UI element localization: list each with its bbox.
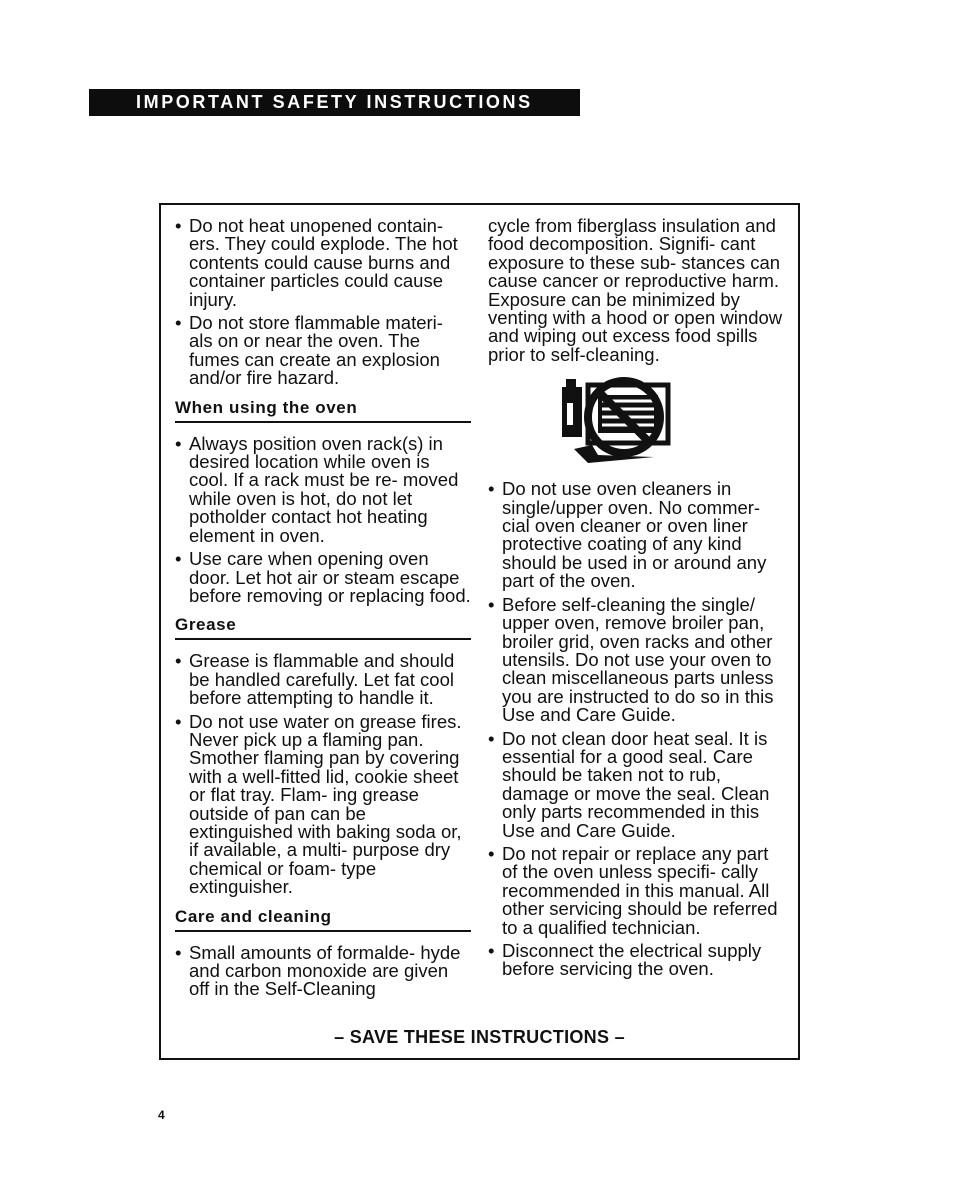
right-column — [488, 217, 788, 984]
no-oven-cleaner-icon — [558, 377, 676, 465]
header-title: IMPORTANT SAFETY INSTRUCTIONS — [136, 92, 533, 112]
continued-paragraph: cycle from fiberglass insulation and food decomposition. Signifi- cant exposure to these sub- stances can cause cancer or reproductive harm. Exposure can be minimized by venting with a hood or open window and wiping out excess food spills prior to self-cleaning. — [488, 215, 783, 365]
when-using-oven-list — [175, 432, 471, 606]
grease-list — [175, 652, 471, 896]
list-item: • Before self-cleaning the single/ upper oven, remove broiler pan, broiler grid, oven racks and other utensils. Do not use your oven to clean miscellaneous parts unless you are instructed to do so in this Use and Care Guide. — [488, 596, 788, 725]
section-heading-care-and-cleaning: Care and cleaning — [175, 907, 471, 932]
list-item: • Do not use water on grease fires. Never pick up a flaming pan. Smother flaming pan by covering with a well-fitted lid, cookie sheet or flat tray. Flam- ing grease outside of pan can be extinguished with baking soda or, if available, a multi- purpose dry chemical or foam- type extinguisher. — [175, 713, 471, 897]
section-heading-grease: Grease — [175, 615, 471, 640]
list-item: • Do not clean door heat seal. It is essential for a good seal. Care should be taken not to rub, damage or move the seal. Clean only parts recommended in this Use and Care Guide. — [488, 730, 788, 840]
intro-list — [175, 217, 471, 388]
list-item: • Small amounts of formalde- hyde and carbon monoxide are given off in the Self-Cleaning — [175, 944, 471, 999]
save-instructions-footer: – SAVE THESE INSTRUCTIONS – — [334, 1027, 625, 1047]
section-header-bar — [89, 89, 580, 116]
care-and-cleaning-list — [175, 941, 471, 1000]
list-item: • Use care when opening oven door. Let hot air or steam escape before removing or replacing food. — [175, 550, 471, 605]
cleaning-list — [488, 480, 788, 979]
list-item: • Do not store flammable materi- als on or near the oven. The fumes can create an explosion and/or fire hazard. — [175, 314, 471, 388]
list-item: • Do not repair or replace any part of the oven unless specifi- cally recommended in this manual. All other servicing should be referred to a qualified technician. — [488, 845, 788, 937]
page-number: 4 — [158, 1108, 165, 1122]
list-item: • Disconnect the electrical supply before servicing the oven. — [488, 942, 788, 979]
safety-instructions-box — [159, 203, 800, 1060]
list-item: • Do not use oven cleaners in single/upper oven. No commer- cial oven cleaner or oven liner protective coating of any kind should be used in or around any part of the oven. — [488, 480, 788, 590]
left-column — [175, 217, 471, 1004]
list-item: • Grease is flammable and should be handled carefully. Let fat cool before attempting to handle it. — [175, 652, 471, 707]
list-item: • Do not heat unopened contain- ers. They could explode. The hot contents could cause burns and container particles could cause injury. — [175, 217, 471, 309]
list-item: • Always position oven rack(s) in desired location while oven is cool. If a rack must be re- moved while oven is hot, do not let potholder contact hot heating element in oven. — [175, 435, 471, 545]
section-heading-when-using-oven: When using the oven — [175, 398, 471, 423]
